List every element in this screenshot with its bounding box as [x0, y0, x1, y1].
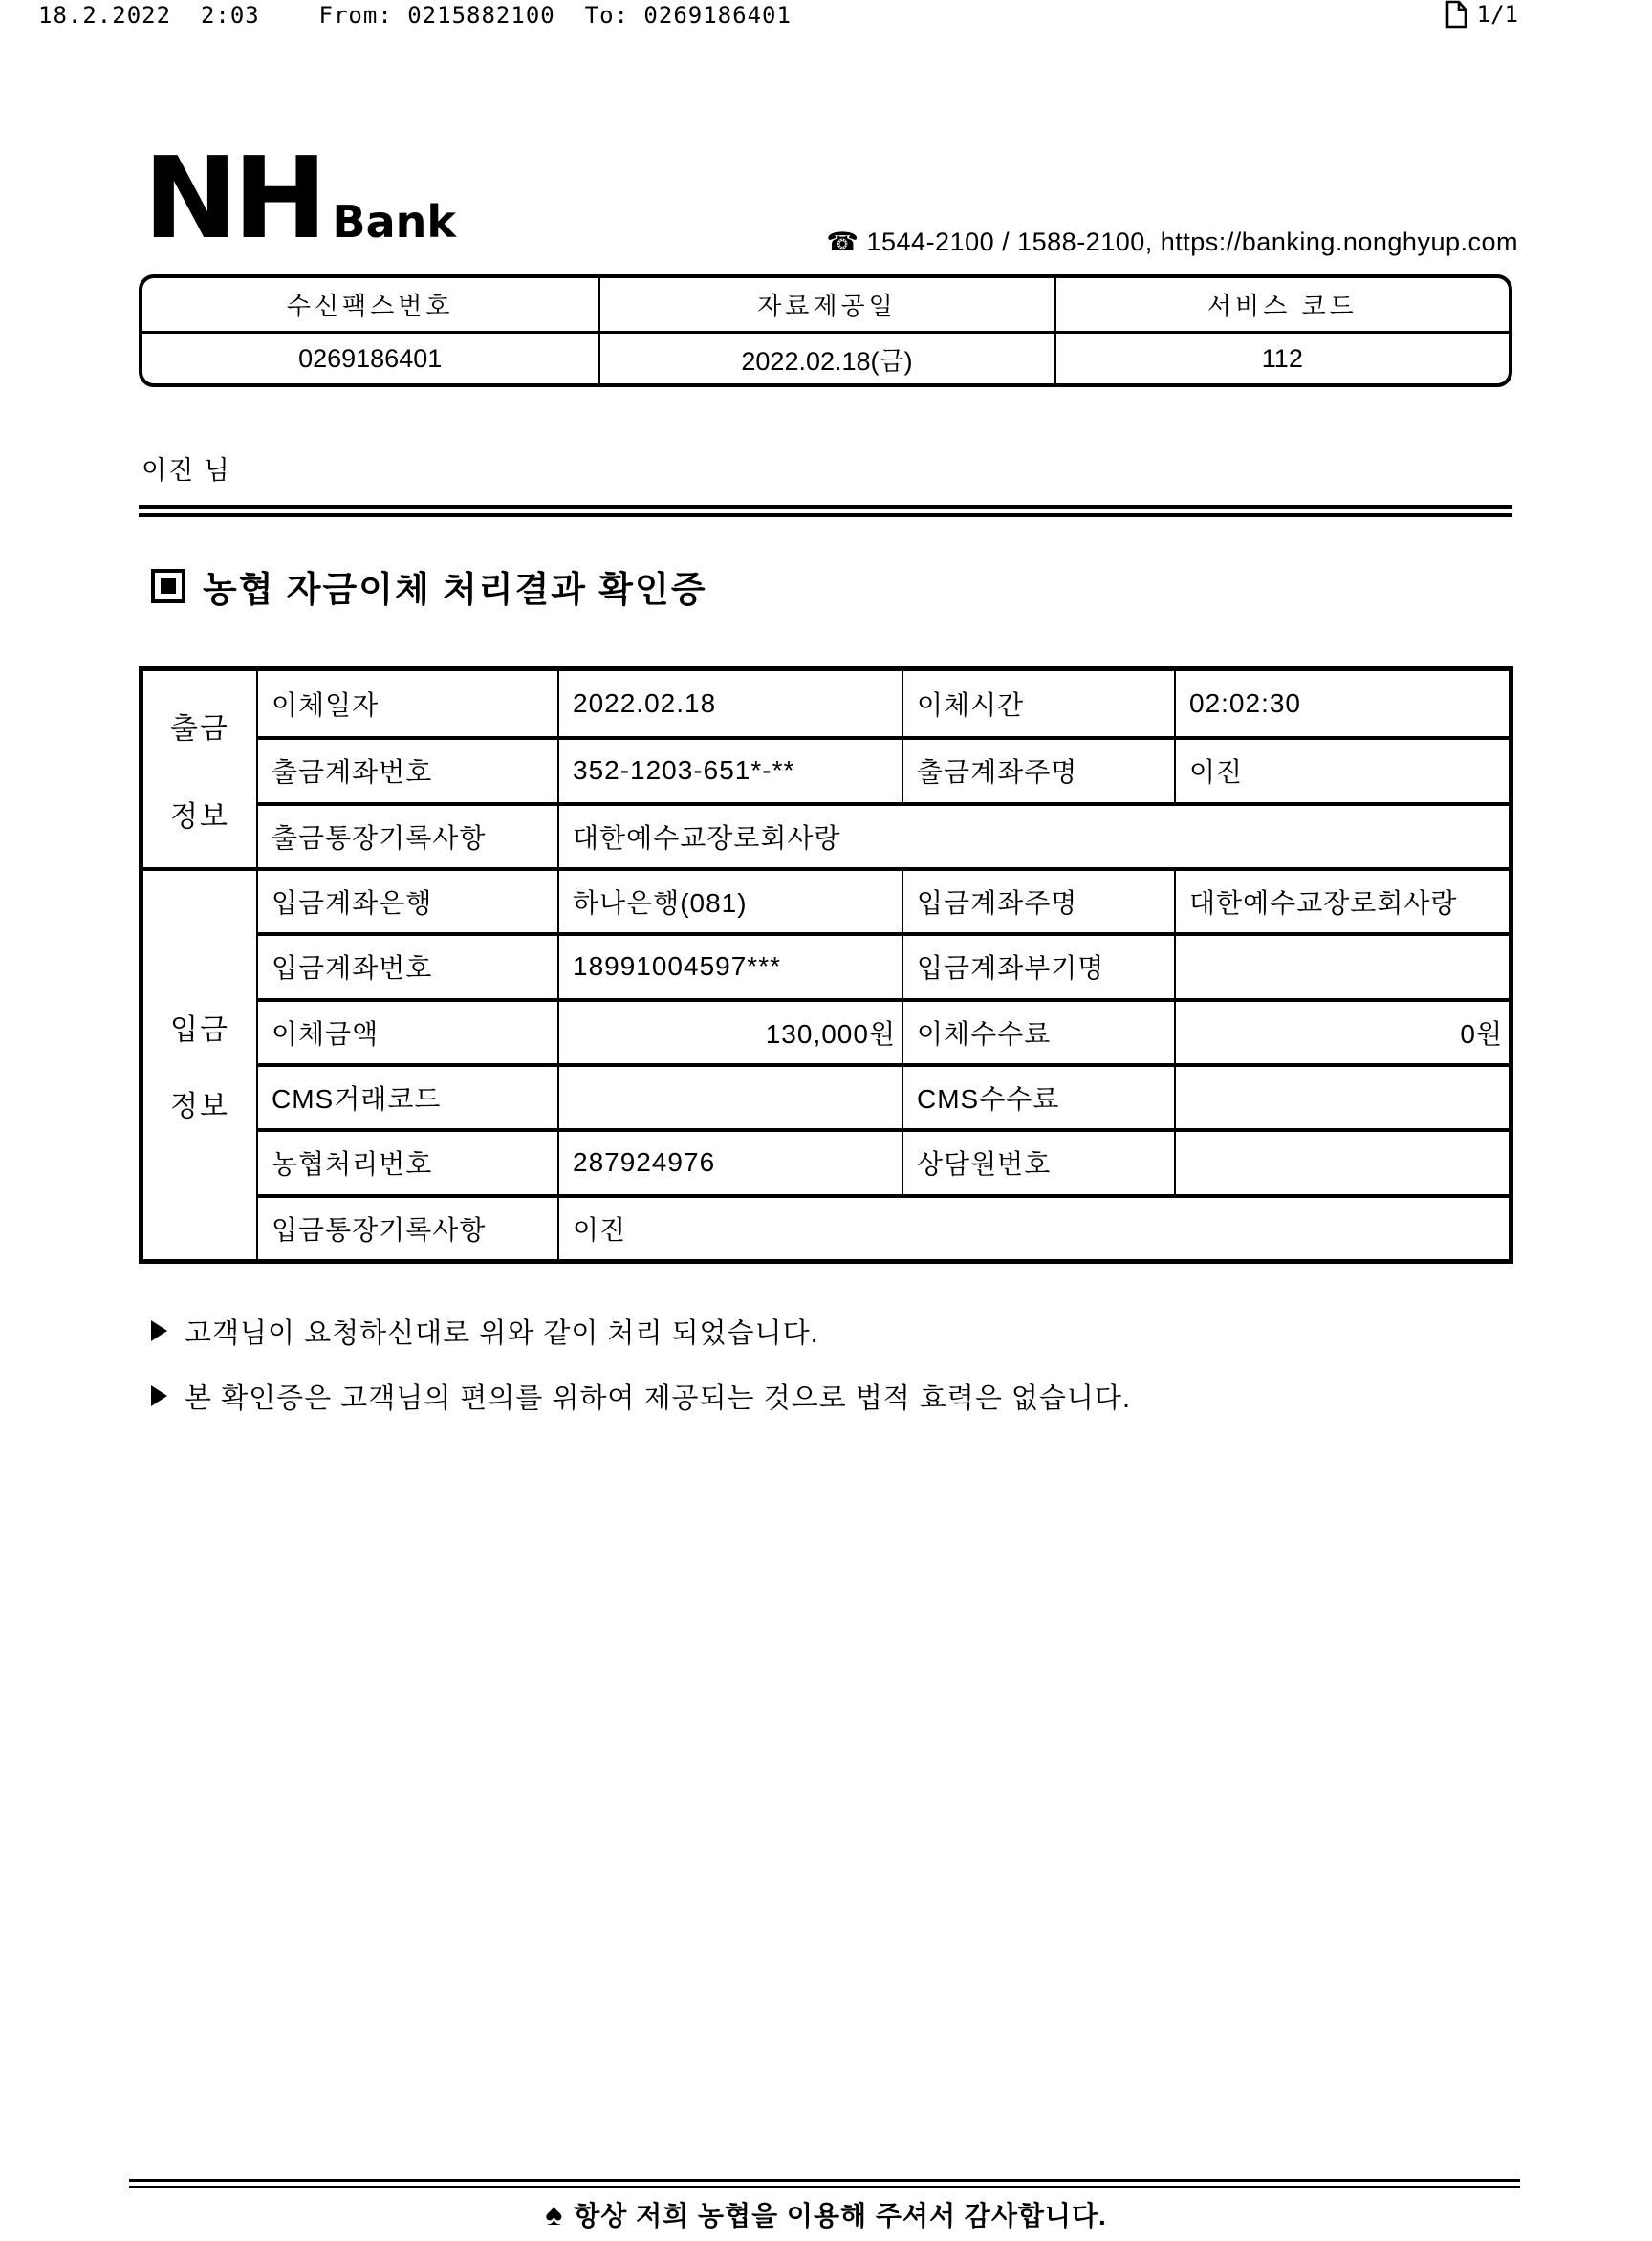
- field-label: CMS수수료: [902, 1063, 1174, 1128]
- field-label: 출금통장기록사항: [256, 802, 557, 867]
- field-value: [1174, 932, 1509, 997]
- field-label: 상담원번호: [902, 1128, 1174, 1193]
- field-value: 18991004597***: [557, 932, 902, 997]
- bank-logo-subtext: Bank: [332, 196, 456, 248]
- bank-contact-text: 1544-2100 / 1588-2100, https://banking.nonghyup.com: [866, 228, 1518, 256]
- field-value: 대한예수교장로회사랑: [557, 802, 1509, 867]
- group-deposit-line1: 입금: [170, 1014, 229, 1046]
- field-value: [1174, 1128, 1509, 1193]
- field-label: 이체일자: [256, 671, 557, 736]
- field-value: 02:02:30: [1174, 671, 1509, 736]
- info-value-service-code: 112: [1054, 331, 1509, 383]
- note-text: 고객님이 요청하신대로 위와 같이 처리 되었습니다.: [185, 1317, 819, 1349]
- field-value: 대한예수교장로회사랑: [1174, 867, 1509, 932]
- page-title: 농협 자금이체 처리결과 확인증: [203, 570, 707, 609]
- field-value: 352-1203-651*-**: [557, 736, 902, 801]
- note-bullet-icon: [151, 1385, 167, 1406]
- field-label: 입금계좌부기명: [902, 932, 1174, 997]
- footer: [0, 2195, 1652, 2233]
- field-label: 출금계좌번호: [256, 736, 557, 801]
- field-label: 입금계좌주명: [902, 867, 1174, 932]
- title-marker-icon: [151, 569, 185, 603]
- field-label: 이체시간: [902, 671, 1174, 736]
- group-withdraw-line1: 출금: [170, 712, 229, 745]
- bank-logo: [143, 132, 456, 264]
- field-value: 이진: [1174, 736, 1509, 801]
- fax-info-table: [139, 274, 1512, 387]
- field-value-fee: 0원: [1174, 998, 1509, 1063]
- info-value-provide-date: 2022.02.18(금): [598, 331, 1053, 383]
- field-value-amount: 130,000원: [557, 998, 902, 1063]
- notes-section: [151, 1312, 1131, 1442]
- note-text: 본 확인증은 고객님의 편의를 위하여 제공되는 것으로 법적 효력은 없습니다.: [185, 1382, 1132, 1414]
- group-header-withdraw: [143, 671, 256, 867]
- field-value: 2022.02.18: [557, 671, 902, 736]
- group-deposit-line2: 정보: [170, 1091, 229, 1122]
- transfer-table: [139, 666, 1513, 1264]
- phone-icon: ☎: [826, 228, 859, 256]
- field-label: 출금계좌주명: [902, 736, 1174, 801]
- field-value: [557, 1063, 902, 1128]
- footer-text: 항상 저희 농협을 이용해 주셔서 감사합니다.: [574, 2201, 1107, 2230]
- footer-divider: [129, 2179, 1520, 2188]
- field-label: 입금계좌은행: [256, 867, 557, 932]
- page-count: 1/1: [1476, 1, 1518, 28]
- page-indicator: [1445, 0, 1518, 29]
- info-header-provide-date: 자료제공일: [598, 278, 1053, 331]
- group-withdraw-line2: 정보: [170, 800, 229, 833]
- spade-icon: ♠: [545, 2195, 563, 2232]
- group-header-deposit: [143, 867, 256, 1259]
- bank-contact-line: [826, 228, 1518, 257]
- field-value: 287924976: [557, 1128, 902, 1193]
- field-value: [1174, 1063, 1509, 1128]
- fax-meta-line: 18.2.2022 2:03 From: 0215882100 To: 0269186401: [38, 2, 792, 29]
- page-title-row: [151, 560, 707, 612]
- field-label: 입금통장기록사항: [256, 1194, 557, 1259]
- field-value: 이진: [557, 1194, 1509, 1259]
- field-label: 이체수수료: [902, 998, 1174, 1063]
- info-header-fax-number: 수신팩스번호: [286, 292, 454, 320]
- recipient-name: 이진 님: [141, 456, 231, 485]
- info-value-fax-number: 0269186401: [142, 331, 598, 383]
- field-label: 농협처리번호: [256, 1128, 557, 1193]
- page-icon: [1445, 0, 1467, 29]
- field-label: 이체금액: [256, 998, 557, 1063]
- field-label: CMS거래코드: [256, 1063, 557, 1128]
- field-value: 하나은행(081): [557, 867, 902, 932]
- field-label: 입금계좌번호: [256, 932, 557, 997]
- info-header-service-code: 서비스 코드: [1054, 278, 1509, 331]
- note-item: [151, 1377, 1131, 1415]
- section-divider: [139, 505, 1512, 517]
- nh-logo-text: NH: [143, 132, 323, 264]
- note-bullet-icon: [151, 1320, 167, 1341]
- note-item: [151, 1312, 1131, 1350]
